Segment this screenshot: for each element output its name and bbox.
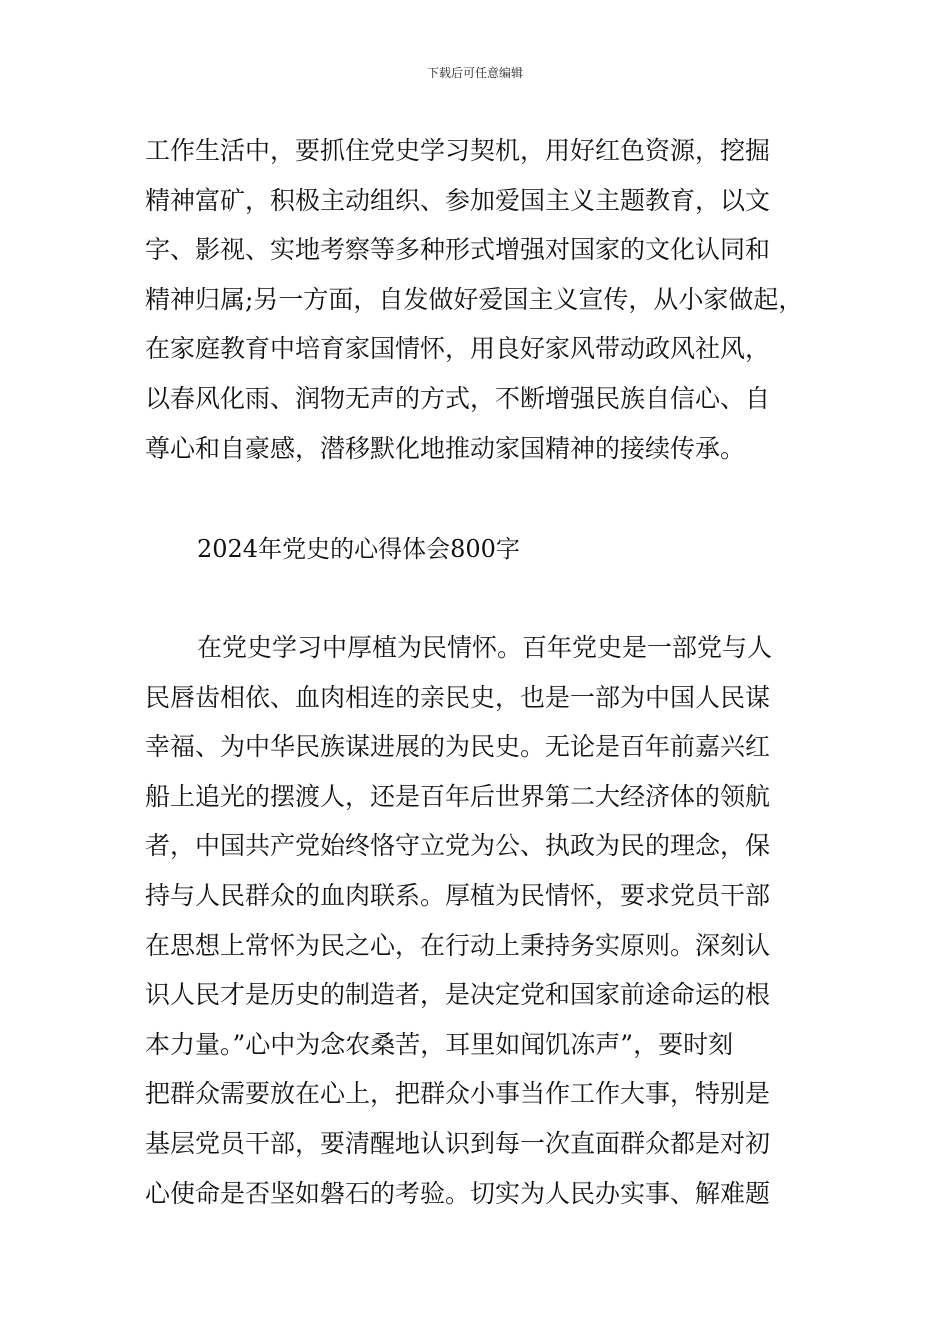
paragraph-line: 者，中国共产党始终恪守立党为公、执政为民的理念，保	[145, 831, 771, 861]
paragraph-line: 基层党员干部，要清醒地认识到每一次直面群众都是对初	[145, 1128, 771, 1158]
paragraph-line: 在思想上常怀为民之心，在行动上秉持务实原则。深刻认	[145, 930, 771, 960]
paragraph-line: 心使命是否坚如磐石的考验。切实为人民办实事、解难题	[145, 1178, 771, 1208]
paragraph-line: 以春风化雨、润物无声的方式，不断增强民族自信心、自	[145, 383, 771, 413]
paragraph-line: 精神富矿，积极主动组织、参加爱国主义主题教育，以文	[145, 185, 771, 215]
paragraph-line: 把群众需要放在心上，把群众小事当作工作大事，特别是	[145, 1079, 771, 1109]
paragraph-line: 精神归属;另一方面，自发做好爱国主义宣传，从小家做起，	[145, 284, 804, 314]
paragraph-line: 船上追光的摆渡人，还是百年后世界第二大经济体的领航	[145, 781, 771, 811]
page-header-note: 下载后可任意编辑	[426, 66, 523, 80]
paragraph-line: 民唇齿相依、血肉相连的亲民史，也是一部为中国人民谋	[145, 682, 771, 712]
paragraph-1	[145, 126, 835, 473]
paragraph-line: 尊心和自豪感，潜移默化地推动家国精神的接续传承。	[145, 433, 746, 463]
section-heading: 2024年党史的心得体会800字	[197, 535, 520, 563]
paragraph-line: 本力量。”心中为念农桑苦，耳里如闻饥冻声”，要时刻	[145, 1029, 734, 1059]
paragraph-line: 在党史学习中厚植为民情怀。百年党史是一部党与人	[197, 633, 773, 662]
paragraph-line: 识人民才是历史的制造者，是决定党和国家前途命运的根	[145, 980, 771, 1010]
paragraph-line: 幸福、为中华民族谋进展的为民史。无论是百年前嘉兴红	[145, 732, 771, 762]
paragraph-2	[145, 623, 835, 1218]
paragraph-line: 工作生活中，要抓住党史学习契机，用好红色资源，挖掘	[145, 136, 771, 165]
paragraph-line: 在家庭教育中培育家国情怀，用良好家风带动政风社风，	[145, 334, 771, 364]
paragraph-line: 持与人民群众的血肉联系。厚植为民情怀，要求党员干部	[145, 880, 771, 910]
paragraph-line: 字、影视、实地考察等多种形式增强对国家的文化认同和	[145, 235, 771, 265]
